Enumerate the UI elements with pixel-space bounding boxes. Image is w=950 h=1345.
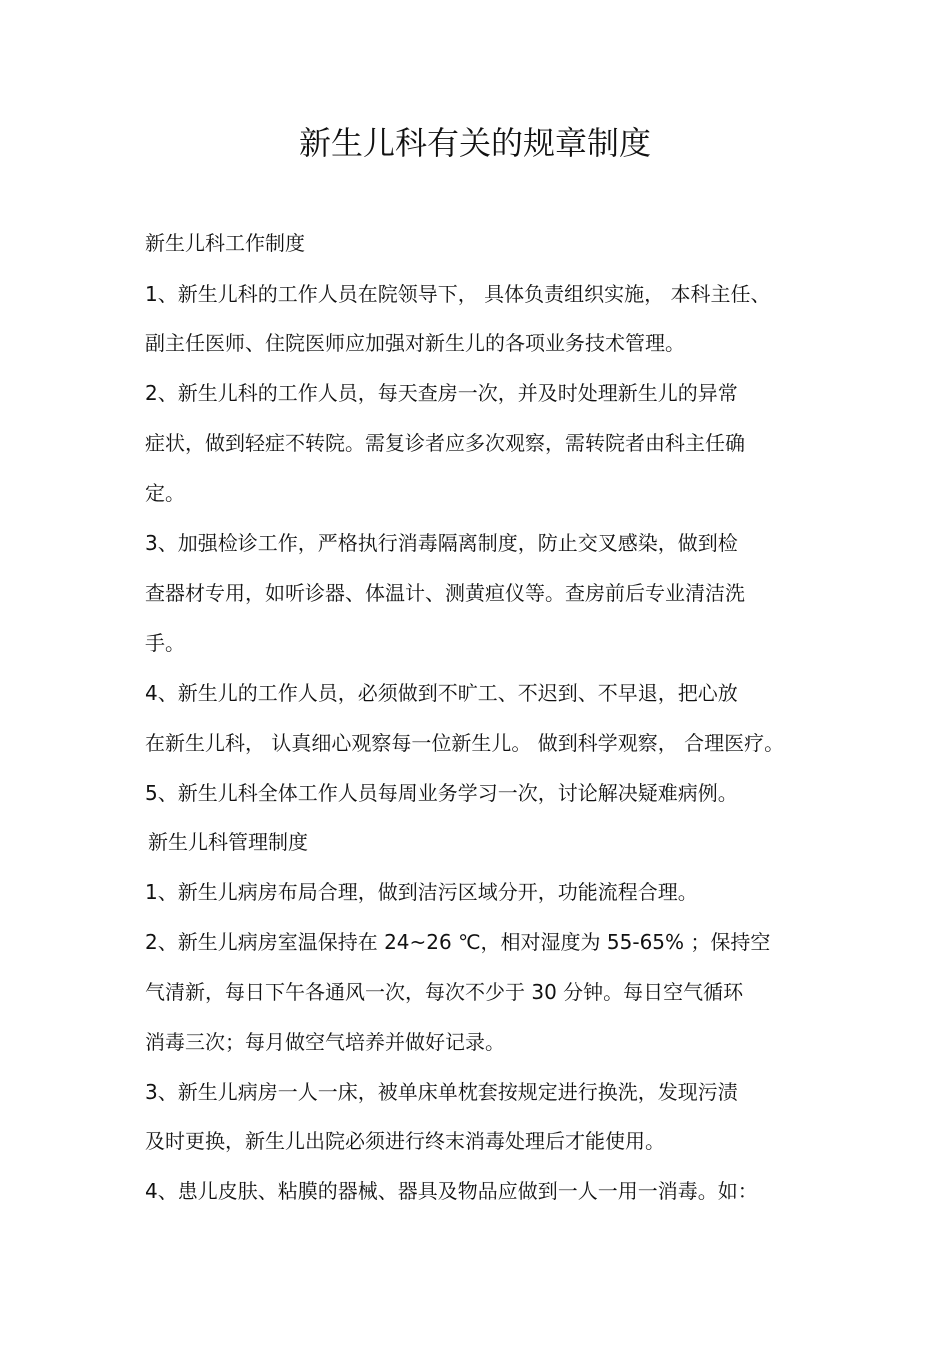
paragraph-line: 3、加强检诊工作，严格执行消毒隔离制度，防止交叉感染，做到检: [145, 531, 738, 555]
paragraph-line: 气清新，每日下午各通风一次，每次不少于 30 分钟。每日空气循环: [145, 980, 744, 1004]
paragraph-line: 症状，做到轻症不转院。需复诊者应多次观察，需转院者由科主任确: [145, 431, 745, 455]
section-heading-management-rules: 新生儿科管理制度: [148, 830, 308, 854]
paragraph-line: 在新生儿科， 认真细心观察每一位新生儿。 做到科学观察， 合理医疗。: [145, 731, 785, 755]
paragraph-line: 5、新生儿科全体工作人员每周业务学习一次，讨论解决疑难病例。: [145, 781, 738, 805]
paragraph-line: 手。: [145, 631, 185, 655]
paragraph-line: 定。: [145, 481, 185, 505]
paragraph-line: 消毒三次；每月做空气培养并做好记录。: [145, 1030, 505, 1054]
paragraph-line: 1、新生儿科的工作人员在院领导下， 具体负责组织实施， 本科主任、: [145, 282, 771, 306]
paragraph-line: 3、新生儿病房一人一床，被单床单枕套按规定进行换洗，发现污渍: [145, 1080, 738, 1104]
section-heading-work-rules: 新生儿科工作制度: [145, 231, 305, 255]
paragraph-line: 2、新生儿病房室温保持在 24~26 ℃，相对湿度为 55-65% ；保持空: [145, 930, 771, 954]
paragraph-line: 4、新生儿的工作人员，必须做到不旷工、不迟到、不早退，把心放: [145, 681, 738, 705]
paragraph-line: 查器材专用，如听诊器、体温计、测黄疸仪等。查房前后专业清洁洗: [145, 581, 745, 605]
paragraph-line: 及时更换，新生儿出院必须进行终末消毒处理后才能使用。: [145, 1129, 665, 1153]
document-title: 新生儿科有关的规章制度: [298, 124, 651, 162]
paragraph-line: 4、患儿皮肤、粘膜的器械、器具及物品应做到一人一用一消毒。如：: [145, 1179, 758, 1203]
paragraph-line: 2、新生儿科的工作人员，每天查房一次，并及时处理新生儿的异常: [145, 381, 738, 405]
paragraph-line: 1、新生儿病房布局合理，做到洁污区域分开，功能流程合理。: [145, 880, 698, 904]
paragraph-line: 副主任医师、住院医师应加强对新生儿的各项业务技术管理。: [145, 331, 685, 355]
